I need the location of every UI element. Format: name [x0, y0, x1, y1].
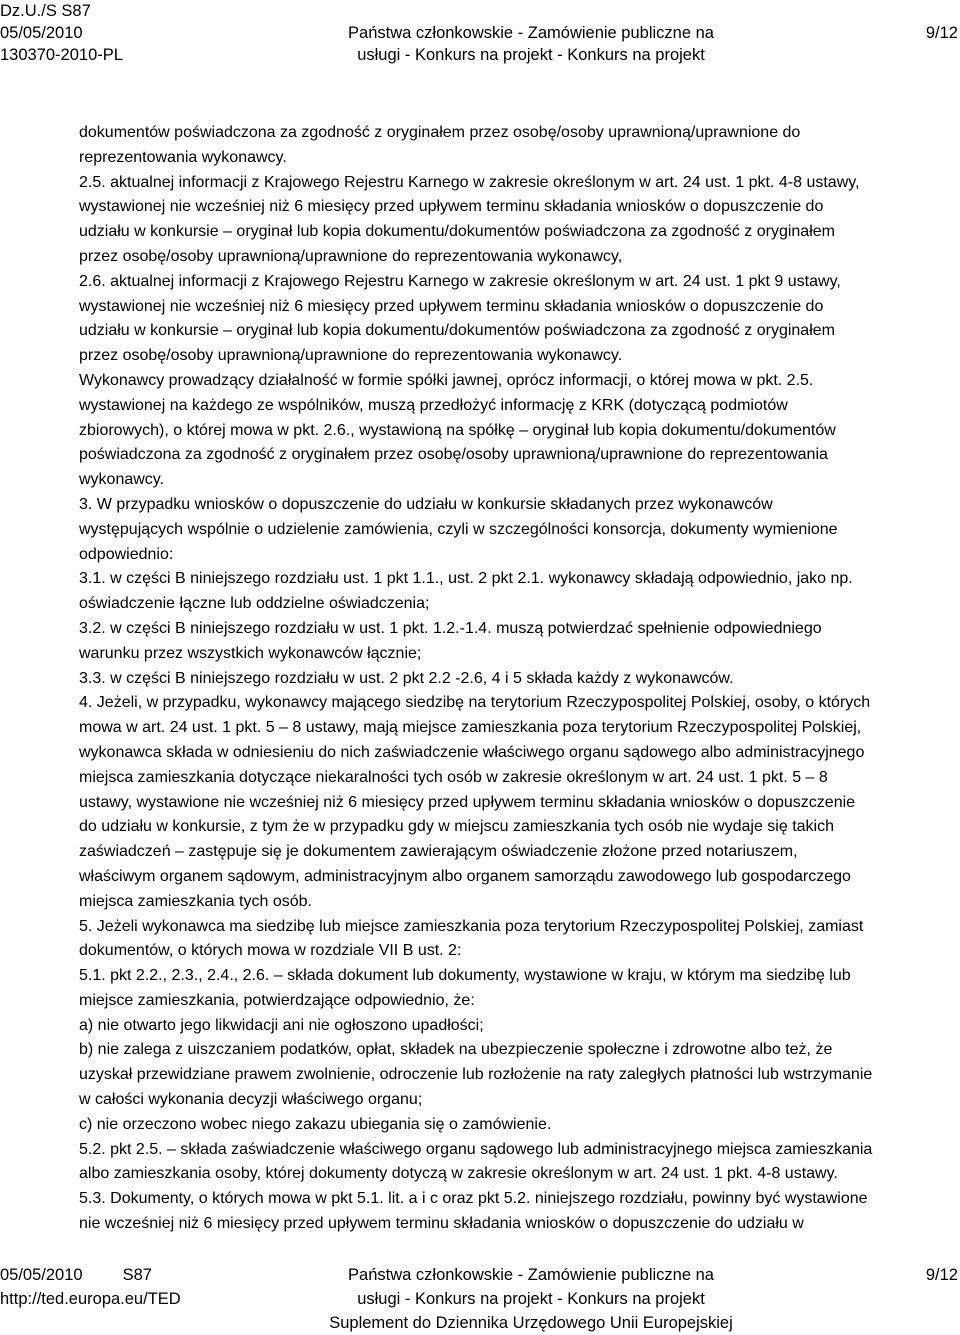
body-text-line: dokumentów, o których mowa w rozdziale VII B ust. 2:: [79, 942, 462, 960]
header-title-line1: Państwa członkowskie - Zamówienie publiczne na: [348, 24, 714, 42]
body-text-line: 3.2. w części B niniejszego rozdziału w ust. 1 pkt. 1.2.-1.4. muszą potwierdzać spełnienie odpowiedniego: [79, 619, 822, 637]
body-text-line: mowa w art. 24 ust. 1 pkt. 5 – 8 ustawy, mają miejsce zamieszkania poza terytorium Rzeczypospolitej Polskiej,: [79, 719, 862, 737]
body-text-line: 5.3. Dokumenty, o których mowa w pkt 5.1. lit. a i c oraz pkt 5.2. niniejszego rozdziału, powinny być wystawione: [79, 1190, 868, 1208]
footer-reference: [0, 1263, 181, 1311]
body-text-line: 5.2. pkt 2.5. – składa zaświadczenie właściwego organu sądowego lub administracyjnego miejsca zamieszkania: [79, 1140, 873, 1158]
body-text-line: 2.6. aktualnej informacji z Krajowego Rejestru Karnego w zakresie określonym w art. 24 ust. 1 pkt 9 ustawy,: [79, 272, 841, 290]
body-text-line: przez osobę/osoby uprawnioną/uprawnione do reprezentowania wykonawcy.: [79, 347, 623, 365]
footer-page-number: 9/12: [925, 1266, 958, 1284]
body-text-line: udziału w konkursie – oryginał lub kopia dokumentu/dokumentów poświadczona za zgodność z oryginałem: [79, 223, 835, 241]
footer-title: [300, 1263, 762, 1335]
body-text-line: dokumentów poświadczona za zgodność z oryginałem przez osobę/osoby uprawnioną/uprawnione do: [79, 124, 801, 141]
footer-page: [926, 1263, 958, 1287]
body-text-line: miejsca zamieszkania dotyczące niekaralności tych osób w zakresie określonym w art. 24 ust. 1 pkt. 5 – 8: [79, 768, 828, 786]
body-text-line: reprezentowania wykonawcy.: [79, 148, 287, 166]
body-text-line: nie wcześniej niż 6 miesięcy przed upływem terminu składania wniosków o dopuszczenie do udziału w: [79, 1215, 804, 1233]
header-pub-ref: Dz.U./S S87: [0, 2, 91, 20]
body-text-line: wystawionej nie wcześniej niż 6 miesięcy przed upływem terminu składania wniosków o dopuszczenie do: [79, 297, 824, 315]
body-text-line: oświadczenie łączne lub oddzielne oświadczenia;: [79, 595, 430, 613]
header-title: [335, 0, 727, 66]
body-text-line: poświadczona za zgodność z oryginałem przez osobę/osoby uprawnioną/uprawnione do reprezentowania: [79, 446, 828, 464]
body-text-line: albo zamieszkania osoby, której dokumenty dotyczą w zakresie określonym w art. 24 ust. 1 pkt. 4-8 ustawy.: [79, 1165, 838, 1183]
body-text-line: wykonawcy.: [79, 471, 165, 489]
header-reference: [0, 0, 123, 66]
body-text-line: uzyskał przewidziane prawem zwolnienie, odroczenie lub rozłożenie na raty zaległych płatności lub wstrzymanie: [79, 1066, 873, 1084]
footer-title-line3: Suplement do Dziennika Urzędowego Unii Europejskiej: [329, 1314, 733, 1332]
body-text-line: 2.5. aktualnej informacji z Krajowego Rejestru Karnego w zakresie określonym w art. 24 ust. 1 pkt. 4-8 ustawy,: [79, 173, 860, 191]
body-text-line: miejsce zamieszkania, potwierdzające odpowiednio, że:: [79, 991, 475, 1009]
body-text-line: 3.1. w części B niniejszego rozdziału ust. 1 pkt 1.1., ust. 2 pkt 2.1. wykonawcy składają odpowiednio, jako np.: [79, 570, 853, 588]
header-page: [926, 0, 958, 44]
body-text-line: w całości wykonania decyzji właściwego organu;: [79, 1091, 423, 1109]
body-text-line: wystawionej nie wcześniej niż 6 miesięcy przed upływem terminu składania wniosków o dopuszczenie do: [79, 198, 824, 216]
body-text-line: 5.1. pkt 2.2., 2.3., 2.4., 2.6. – składa dokument lub dokumenty, wystawione w kraju, w którym ma siedzibę lub: [79, 967, 851, 985]
body-text-line: 3.3. w części B niniejszego rozdziału w ust. 2 pkt 2.2 -2.6, 4 i 5 składa każdy z wykonawców.: [79, 669, 734, 687]
body-text-line: występujących wspólnie o udzielenie zamówienia, czyli w szczególności konsorcja, dokumenty wymienione: [79, 520, 838, 538]
body-text-line: wykonawca składa w odniesieniu do nich zaświadczenie właściwego organu sądowego albo administracyjnego: [79, 743, 865, 761]
body-text-line: udziału w konkursie – oryginał lub kopia dokumentu/dokumentów poświadczona za zgodność z oryginałem: [79, 322, 835, 340]
body-text-line: przez osobę/osoby uprawnioną/uprawnione do reprezentowania wykonawcy,: [79, 247, 623, 265]
header-page-number: 9/12: [925, 24, 958, 42]
body-text-line: zbiorowych), o której mowa w pkt. 2.6., wystawioną na spółkę – oryginał lub kopia dokumentu/dokumentów: [79, 421, 836, 439]
footer-url: http://ted.europa.eu/TED: [0, 1290, 181, 1308]
body-text-line: zaświadczeń – zastępuje się je dokumentem zawierającym oświadczenie złożone przed notariuszem,: [79, 843, 798, 861]
body-text-line: właściwym organem sądowym, administracyjnym albo organem samorządu zawodowego lub gospodarczego: [79, 867, 851, 885]
footer-date: 05/05/2010: [0, 1266, 83, 1284]
body-text-line: warunku przez wszystkich wykonawców łącznie;: [79, 644, 422, 662]
document-body: [79, 121, 959, 1237]
footer-pub-num: S87: [122, 1266, 152, 1284]
body-text-line: 5. Jeżeli wykonawca ma siedzibę lub miejsce zamieszkania poza terytorium Rzeczypospolitej Polskiej, zamiast: [79, 917, 864, 935]
body-text-line: miejsca zamieszkania tych osób.: [79, 892, 312, 910]
body-text-line: wystawionej na każdego ze wspólników, muszą przedłożyć informację z KRK (dotyczącą podmiotów: [79, 396, 788, 414]
header-notice-id: 130370-2010-PL: [0, 46, 123, 64]
body-text-line: do udziału w konkursie, z tym że w przypadku gdy w miejscu zamieszkania tych osób nie wydaje się takich: [79, 818, 834, 836]
footer-title-line2: usługi - Konkurs na projekt - Konkurs na projekt: [357, 1290, 705, 1308]
header-date: 05/05/2010: [0, 24, 83, 42]
body-text-line: a) nie otwarto jego likwidacji ani nie ogłoszono upadłości;: [79, 1016, 484, 1034]
body-text-line: Wykonawcy prowadzący działalność w formie spółki jawnej, oprócz informacji, o której mowa w pkt. 2.5.: [79, 371, 814, 389]
header-title-line2: usługi - Konkurs na projekt - Konkurs na projekt: [357, 46, 705, 64]
body-text-line: 3. W przypadku wniosków o dopuszczenie do udziału w konkursie składanych przez wykonawców: [79, 495, 773, 513]
body-text-line: 4. Jeżeli, w przypadku, wykonawcy mającego siedzibę na terytorium Rzeczypospolitej Polskiej, osoby, o których: [79, 694, 871, 712]
body-text-line: b) nie zalega z uiszczaniem podatków, opłat, składek na ubezpieczenie społeczne i zdrowotne albo też, że: [79, 1041, 833, 1059]
body-text-line: odpowiednio:: [79, 545, 174, 563]
body-text-line: ustawy, wystawione nie wcześniej niż 6 miesięcy przed upływem terminu składania wniosków o dopuszczenie: [79, 793, 856, 811]
body-text-line: c) nie orzeczono wobec niego zakazu ubiegania się o zamówienie.: [79, 1115, 552, 1133]
footer-title-line1: Państwa członkowskie - Zamówienie publiczne na: [348, 1266, 714, 1284]
